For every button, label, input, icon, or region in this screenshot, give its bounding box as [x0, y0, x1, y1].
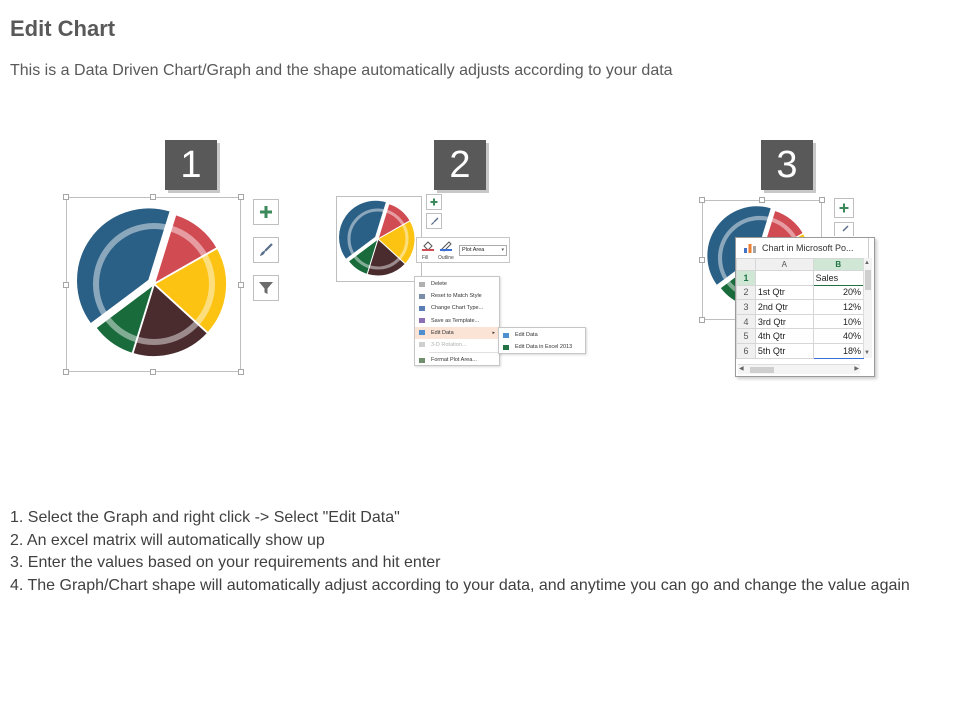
row-header[interactable]: 5 [737, 329, 756, 344]
cell[interactable]: 2nd Qtr [755, 300, 813, 315]
instruction-step-4: 4. The Graph/Chart shape will automatically adjust according to your data, and anytime you can go and change the value again [10, 576, 910, 594]
submenu-item-label: Edit Data in Excel 2013 [515, 344, 573, 351]
excel-grid [736, 258, 864, 359]
instruction-step-1: 1. Select the Graph and right click -> Select "Edit Data" [10, 509, 400, 526]
excel-window-title: Chart in Microsoft Po... [762, 243, 854, 253]
cell[interactable]: 20% [813, 285, 863, 300]
horizontal-scrollbar[interactable] [738, 364, 860, 374]
menu-item-label: Edit Data [431, 329, 454, 336]
excel-data-window [735, 237, 875, 377]
scroll-left-icon[interactable]: ◀ [739, 366, 744, 372]
cell-sales-header[interactable]: Sales [813, 271, 863, 286]
cell[interactable]: 18% [813, 343, 863, 358]
cell[interactable]: 3rd Qtr [755, 314, 813, 329]
instruction-step-3: 3. Enter the values based on your requirements and hit enter [10, 554, 441, 571]
cell[interactable]: 4th Qtr [755, 329, 813, 344]
menu-item-label: Save as Template... [431, 317, 480, 324]
page-subtitle: This is a Data Driven Chart/Graph and the shape automatically adjusts according to your data [10, 62, 673, 79]
paintbrush-icon [839, 225, 849, 235]
menu-item-label: 3-D Rotation... [431, 341, 467, 348]
row-header[interactable]: 1 [737, 271, 756, 286]
cell[interactable] [755, 271, 813, 286]
chevron-right-icon: ▸ [492, 329, 495, 336]
row-header[interactable]: 3 [737, 300, 756, 315]
menu-item-label: Format Plot Area... [431, 357, 477, 364]
column-header-a[interactable]: A [755, 259, 813, 271]
cell[interactable]: 5th Qtr [755, 343, 813, 358]
corner-cell[interactable] [737, 259, 756, 271]
bar-chart-icon [744, 243, 756, 253]
step-badge-1: 1 [165, 140, 217, 190]
submenu-item-label: Edit Data [515, 332, 538, 338]
step-badge-3: 3 [761, 140, 813, 190]
instructions [10, 507, 940, 597]
chevron-down-icon: ▾ [501, 247, 504, 253]
scroll-thumb[interactable] [865, 270, 871, 290]
menu-item-label: Reset to Match Style [431, 293, 482, 300]
scroll-thumb[interactable] [750, 367, 774, 373]
excel-title-bar[interactable] [736, 238, 874, 258]
dropdown-value: Plot Area [462, 247, 485, 253]
outline-label: Outline [438, 255, 454, 261]
row-header[interactable]: 2 [737, 285, 756, 300]
cell[interactable]: 12% [813, 300, 863, 315]
menu-item-label: Change Chart Type... [431, 305, 484, 312]
window-edge [868, 238, 876, 258]
chart-styles-button[interactable] [834, 222, 854, 236]
step-badge-2: 2 [434, 140, 486, 190]
chart-elements-button[interactable] [834, 198, 854, 218]
row-header[interactable]: 6 [737, 343, 756, 358]
vertical-scrollbar[interactable] [863, 258, 872, 358]
fill-label: Fill [422, 255, 429, 261]
plus-icon [839, 203, 849, 213]
instruction-step-2: 2. An excel matrix will automatically show up [10, 531, 325, 549]
column-header-b[interactable]: B [813, 259, 863, 271]
scroll-right-icon[interactable]: ▶ [854, 366, 859, 372]
row-header[interactable]: 4 [737, 314, 756, 329]
cell[interactable]: 1st Qtr [755, 285, 813, 300]
menu-item-label: Delete [431, 281, 447, 287]
scroll-down-icon[interactable]: ▼ [864, 350, 870, 356]
cell[interactable]: 40% [813, 329, 863, 344]
cell[interactable]: 10% [813, 314, 863, 329]
scroll-up-icon[interactable]: ▲ [864, 260, 870, 266]
page-title: Edit Chart [10, 16, 116, 41]
